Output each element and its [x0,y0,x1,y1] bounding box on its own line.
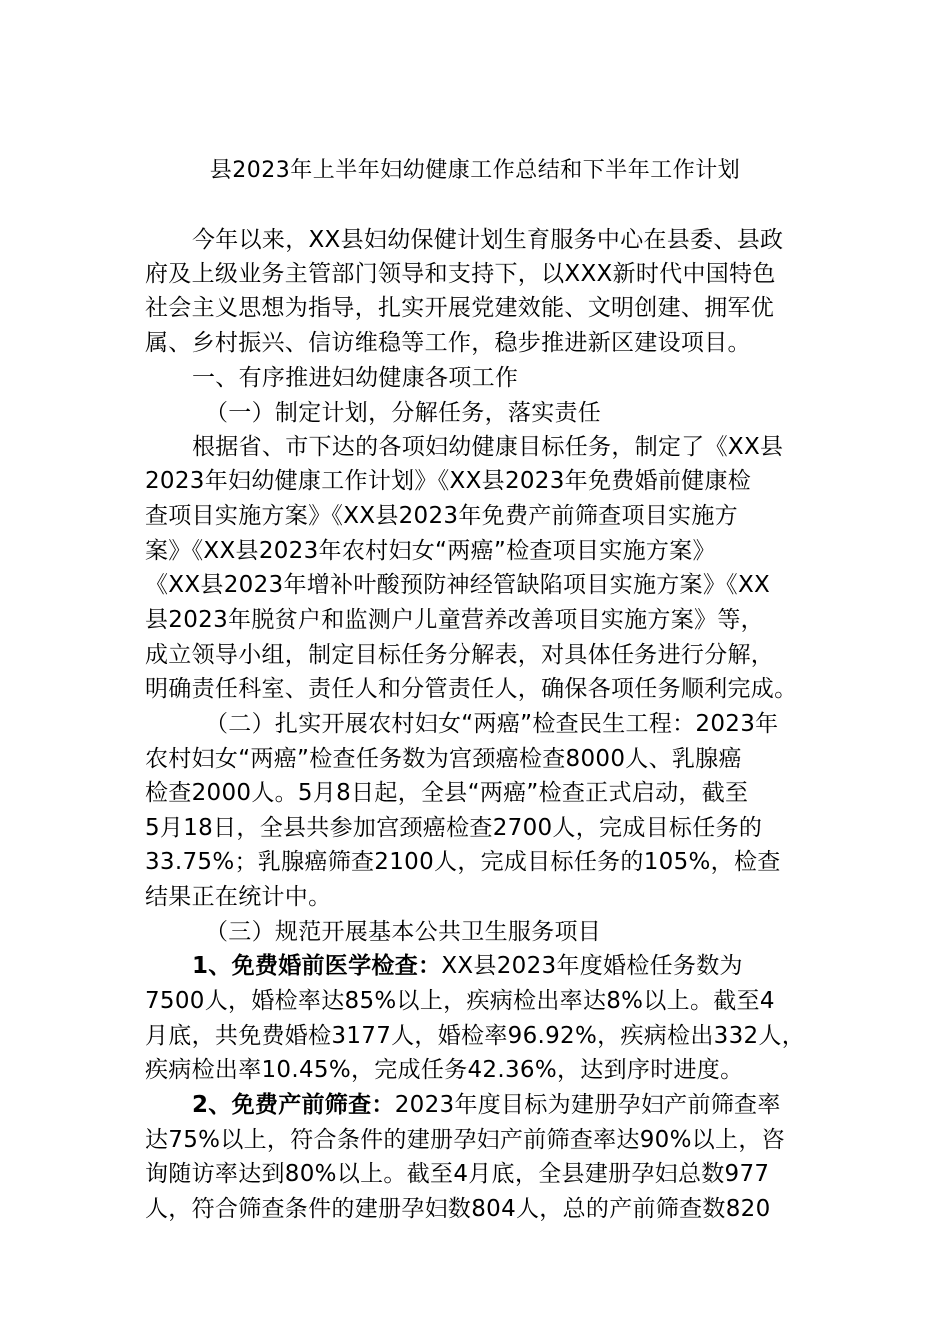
section-heading-1: 一、有序推进妇幼健康各项工作 [192,365,519,391]
paragraph-text: XX县2023年度婚检任务数为 [441,953,743,979]
paragraph-line: 月底，共免费婚检3177人，婚检率96.92%，疾病检出332人， [145,1023,806,1049]
paragraph-line: 询随访率达到80%以上。截至4月底，全县建册孕妇总数977 [145,1161,770,1187]
paragraph-line: 结果正在统计中。 [145,884,332,910]
item-heading-premarital: 1、免费婚前医学检查： [192,953,442,979]
paragraph-line [192,949,743,983]
paragraph-line: 属、乡村振兴、信访维稳等工作，稳步推进新区建设项目。 [145,330,751,356]
paragraph-line: 社会主义思想为指导，扎实开展党建效能、文明创建、拥军优 [145,295,775,321]
paragraph-line: 7500人，婚检率达85%以上，疾病检出率达8%以上。截至4 [145,988,775,1014]
paragraph-line: 33.75%；乳腺癌筛查2100人，完成目标任务的105%，检查 [145,849,781,875]
paragraph-line: 2023年妇幼健康工作计划》《XX县2023年免费婚前健康检 [145,468,752,494]
paragraph-line: 达75%以上，符合条件的建册孕妇产前筛查率达90%以上，咨 [145,1127,785,1153]
subsection-heading-2: （二）扎实开展农村妇女“两癌”检查民生工程：2023年 [205,711,779,737]
paragraph-line [192,1088,781,1122]
paragraph-line: 人，符合筛查条件的建册孕妇数804人，总的产前筛查数820 [145,1196,771,1222]
paragraph-line: 检查2000人。5月8日起，全县“两癌”检查正式启动，截至 [145,780,749,806]
paragraph-line: 案》《XX县2023年农村妇女“两癌”检查项目实施方案》 [145,538,716,564]
paragraph-line: 根据省、市下达的各项妇幼健康目标任务，制定了《XX县 [192,434,784,460]
paragraph-line: 今年以来，XX县妇幼保健计划生育服务中心在县委、县政 [192,227,784,253]
paragraph-text: 2023年度目标为建册孕妇产前筛查率 [394,1092,781,1118]
paragraph-line: 明确责任科室、责任人和分管责任人，确保各项任务顺利完成。 [145,676,798,702]
paragraph-line: 疾病检出率10.45%，完成任务42.36%，达到序时进度。 [145,1057,744,1083]
paragraph-line: 县2023年脱贫户和监测户儿童营养改善项目实施方案》等， [145,607,764,633]
paragraph-line: 《XX县2023年增补叶酸预防神经管缺陷项目实施方案》《XX [145,572,771,598]
paragraph-line: 农村妇女“两癌”检查任务数为宫颈癌检查8000人、乳腺癌 [145,746,742,772]
subsection-heading-3: （三）规范开展基本公共卫生服务项目 [205,919,602,945]
paragraph-line: 府及上级业务主管部门领导和支持下，以XXX新时代中国特色 [145,261,776,287]
document-title: 县2023年上半年妇幼健康工作总结和下半年工作计划 [209,158,741,183]
paragraph-line: 5月18日，全县共参加宫颈癌检查2700人，完成目标任务的 [145,815,763,841]
subsection-heading-1: （一）制定计划，分解任务，落实责任 [205,400,602,426]
item-heading-prenatal: 2、免费产前筛查： [192,1092,395,1118]
paragraph-line: 成立领导小组，制定目标任务分解表，对具体任务进行分解， [145,642,775,668]
paragraph-line: 查项目实施方案》《XX县2023年免费产前筛查项目实施方 [145,503,738,529]
